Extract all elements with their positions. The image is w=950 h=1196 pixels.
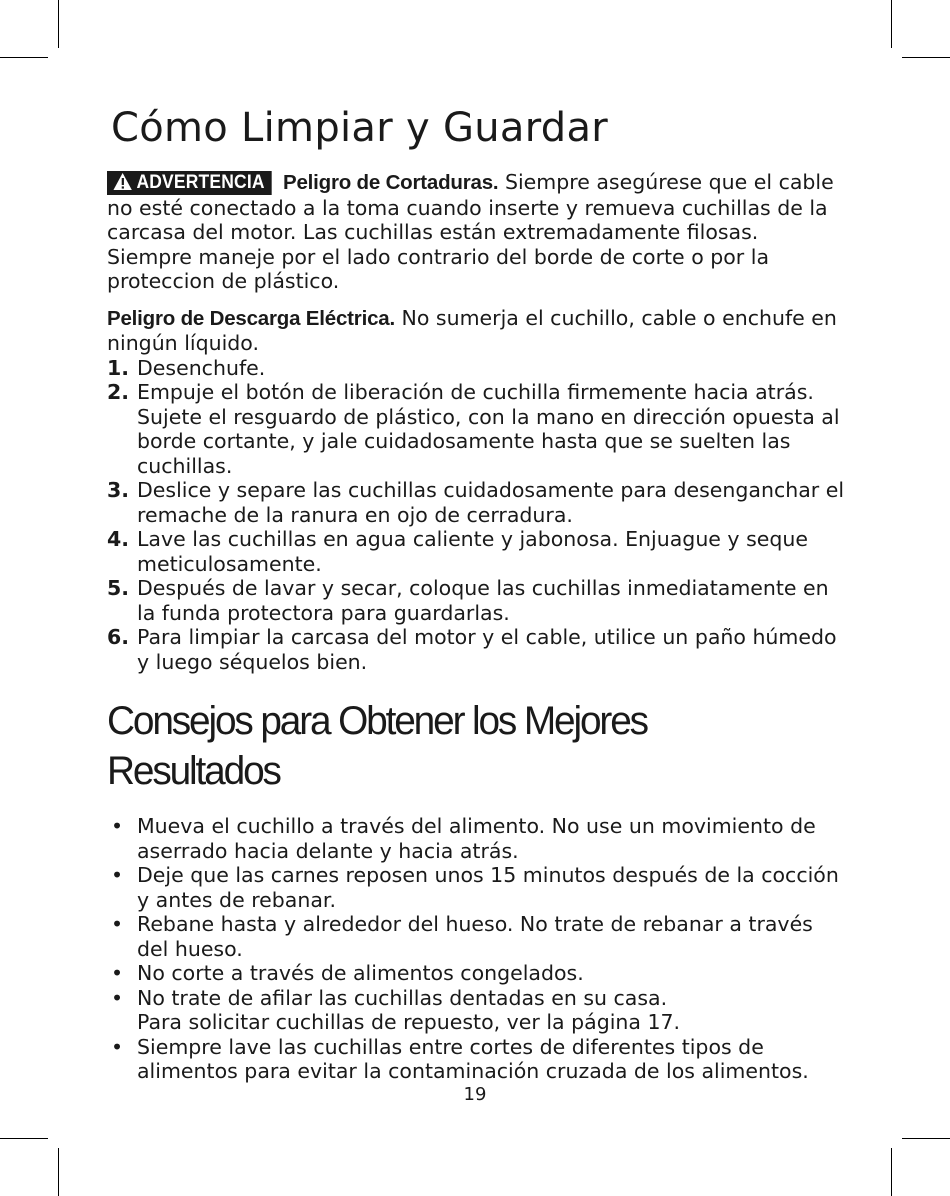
step-text: Empuje el botón de liberación de cuchilla firmemente hacia atrás. Sujete el resguardo de plástico, con la mano en dirección opuesta al borde cortante, y jale cuidadosamente hasta que se suelten las cuchillas. (137, 380, 840, 478)
step-text: Desenchufe. (137, 355, 266, 380)
tip-text-2: Para solicitar cuchillas de repuesto, ver la página 17. (137, 1010, 681, 1034)
bullet: • (111, 814, 124, 838)
tip-text: Siempre lave las cuchillas entre cortes de diferentes tipos de alimentos para evitar la contaminación cruzada de los alimentos. (137, 1034, 809, 1083)
step-number: 6. (107, 625, 130, 649)
bullet: • (111, 912, 124, 936)
step-text: Lave las cuchillas en agua caliente y jabonosa. Enjuague y seque meticulosamente. (137, 527, 808, 576)
list-item (107, 380, 847, 478)
tips-title: Consejos para Obtener los Mejores Resultados (107, 699, 647, 793)
bullet: • (111, 961, 124, 985)
crop-mark (902, 57, 950, 58)
electric-warning (107, 306, 847, 356)
list-item (107, 527, 847, 576)
crop-mark (891, 0, 892, 48)
step-text: Para limpiar la carcasa del motor y el cable, utilice un paño húmedo y luego séquelos bien. (137, 625, 837, 674)
list-item (107, 863, 847, 912)
list-item (107, 986, 847, 1035)
cleaning-steps (107, 356, 847, 675)
cut-text: Siempre asegúrese que el cable no esté conectado a la toma cuando inserte y remueva cuchillas de la carcasa del motor. Las cuchillas están extremadamente filosas. Siempre maneje por el lado contrario del borde de corte o por la proteccion de plástico. (107, 170, 834, 293)
list-item (107, 356, 847, 381)
step-number: 3. (107, 478, 130, 502)
crop-mark (0, 1138, 48, 1139)
crop-mark (58, 0, 59, 48)
list-item (107, 576, 847, 625)
bullet: • (111, 1034, 124, 1059)
tip-text: No trate de afilar las cuchillas dentadas en su casa. (137, 985, 668, 1010)
bullet: • (111, 985, 124, 1010)
step-text: Después de lavar y secar, coloque las cuchillas inmediatamente en la funda protectora para guardarlas. (137, 576, 829, 625)
list-item (107, 478, 847, 527)
list-item (107, 1035, 847, 1084)
tip-text: Mueva el cuchillo a través del alimento. No use un movimiento de aserrado hacia delante y hacia atrás. (137, 814, 816, 863)
cut-heading: Peligro de Cortaduras. (282, 171, 499, 194)
warning-triangle-icon (113, 172, 133, 191)
list-item (107, 912, 847, 961)
tips-list (107, 814, 847, 1084)
crop-mark (0, 57, 48, 58)
step-number: 4. (107, 527, 130, 551)
warning-badge-label: ADVERTENCIA (136, 172, 265, 193)
crop-mark (902, 1138, 950, 1139)
list-item (107, 625, 847, 674)
electric-heading: Peligro de Descarga Eléctrica. (107, 306, 395, 330)
tip-text: Deje que las carnes reposen unos 15 minutos después de la cocción y antes de rebanar. (137, 863, 839, 912)
page-content (107, 100, 847, 1084)
step-number: 1. (107, 355, 130, 380)
page-number: 19 (463, 1084, 487, 1105)
step-number: 5. (107, 576, 130, 600)
warning-badge (107, 171, 272, 195)
crop-mark (891, 1148, 892, 1196)
step-number: 2. (107, 380, 130, 404)
bullet: • (111, 863, 124, 887)
cut-warning (107, 170, 847, 294)
list-item (107, 814, 847, 863)
tip-text: No corte a través de alimentos congelados. (137, 961, 584, 985)
page-title: Cómo Limpiar y Guardar (111, 105, 609, 151)
list-item (107, 961, 847, 986)
step-text: Deslice y separe las cuchillas cuidadosamente para desenganchar el remache de la ranura en ojo de cerradura. (137, 478, 845, 527)
crop-mark (58, 1148, 59, 1196)
tip-text: Rebane hasta y alrededor del hueso. No trate de rebanar a través del hueso. (137, 912, 813, 961)
electric-text: No sumerja el cuchillo, cable o enchufe en ningún líquido. (107, 305, 837, 355)
